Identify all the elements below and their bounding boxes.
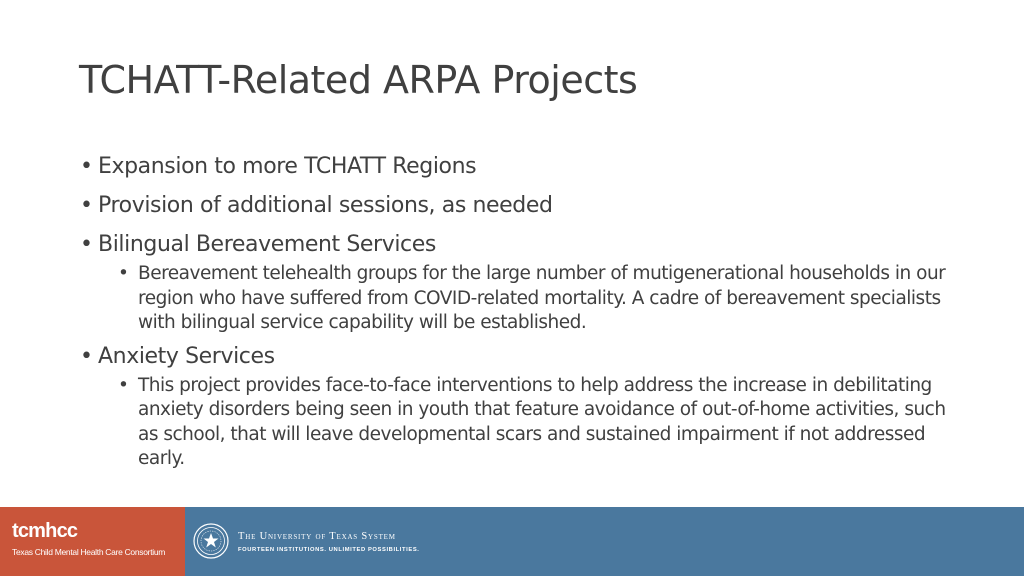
bullet-item: • Expansion to more TCHATT Regions	[76, 152, 956, 182]
bullet-item-label: Anxiety Services	[98, 343, 275, 369]
university-tagline: FOURTEEN INSTITUTIONS. UNLIMITED POSSIBILITIES.	[238, 547, 420, 553]
bullet-item-with-sub	[76, 342, 956, 472]
footer-bar	[0, 507, 1024, 576]
sub-bullet-list	[116, 262, 956, 336]
slide-title: TCHATT-Related ARPA Projects	[79, 58, 638, 102]
sub-bullet-list	[116, 374, 956, 472]
ut-system-seal-icon	[193, 523, 229, 559]
ut-system-banner	[185, 507, 1024, 576]
bullet-item-with-sub	[76, 230, 956, 336]
brand-name: tcmhcc	[12, 520, 78, 542]
tcmhcc-logo	[0, 507, 185, 576]
bullet-list	[76, 152, 956, 478]
bullet-item: • Provision of additional sessions, as needed	[76, 191, 956, 221]
university-name: The University of Texas System	[238, 531, 396, 542]
brand-subtitle: Texas Child Mental Health Care Consortium	[12, 547, 166, 557]
sub-bullet-item: • This project provides face-to-face interventions to help address the increase in debilitating anxiety disorders being seen in youth that feature avoidance of out-of-home activities, such as school, that will leave developmental scars and sustained impairment if not addressed early.	[116, 374, 956, 472]
bullet-item-label: Bilingual Bereavement Services	[98, 232, 436, 257]
sub-bullet-item: • Bereavement telehealth groups for the large number of mutigenerational households in our region who have suffered from COVID-related mortality. A cadre of bereavement specialists with bilingual service capability will be established.	[116, 262, 956, 336]
